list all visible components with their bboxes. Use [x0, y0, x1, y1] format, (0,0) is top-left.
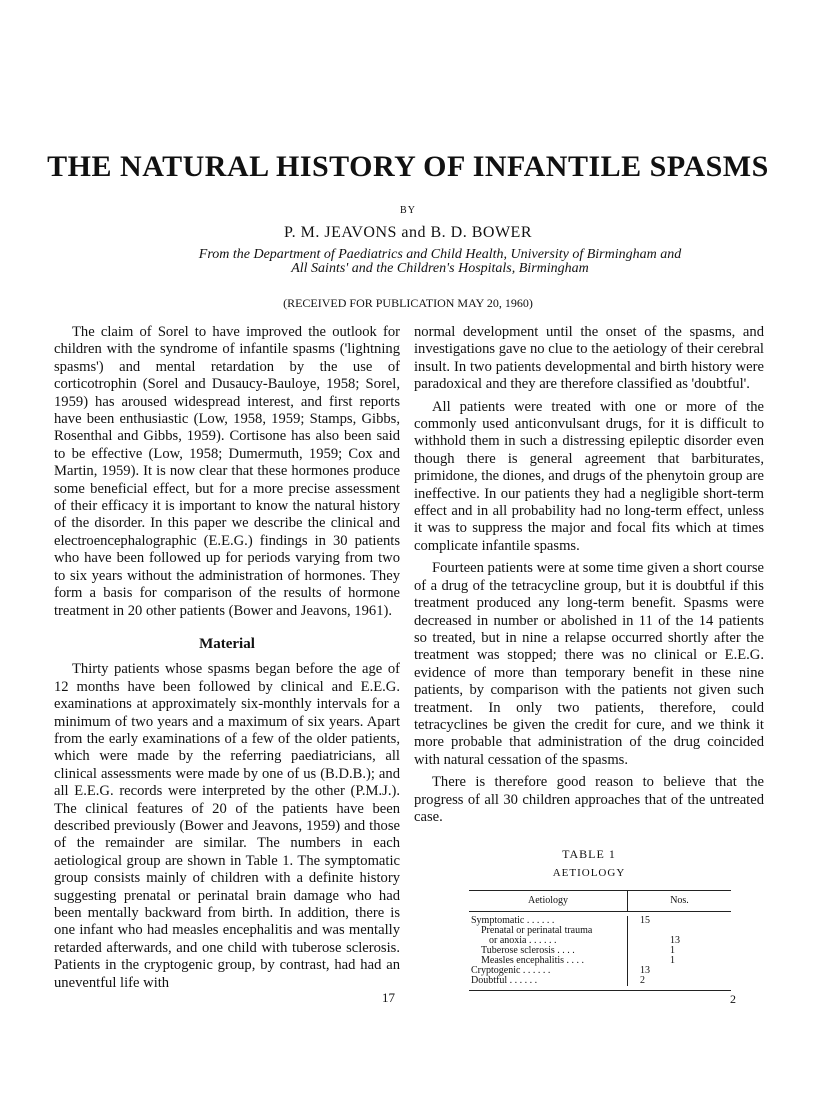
affiliation-line-1: From the Department of Paediatrics and Child Health, University of Birmingham and: [198, 247, 682, 262]
authors: P. M. JEAVONS and B. D. BOWER: [283, 224, 532, 241]
table-row: [469, 976, 731, 986]
affiliation-line-2: All Saints' and the Children's Hospitals, Birmingham: [291, 261, 589, 276]
left-column: [54, 324, 400, 992]
table-cell-value: 13: [627, 966, 731, 976]
table-cell-label: Tuberose sclerosis . . . .: [481, 945, 575, 957]
by-line: BY: [400, 205, 416, 216]
table-body: [469, 912, 731, 990]
paragraph-tetracycline: Fourteen patients were at some time given a short course of a drug of the tetracycline group, but it is doubtful if this treatment produced any long-term benefit. Spasms were decreased in number or abolished in 11 of the 14 patients so treated, but in nine a relapse occurred shortly after the treatment was stopped; there was no clinical or E.E.G. evidence of more than temporary benefit in these nine patients, by comparison with the patients not given such treatment. In only two patients, therefore, could tetracyclines be given the credit for cure, and we think it more probable that administration of the drug coincided with natural cessation of the spasms.: [414, 560, 764, 768]
table-cell-value: 1: [627, 946, 731, 956]
affiliation: [160, 248, 720, 276]
table-cell-label: or anoxia . . . . . .: [489, 935, 557, 947]
received-date: (RECEIVED FOR PUBLICATION MAY 20, 1960): [283, 296, 533, 310]
table-cell-label: Symptomatic . . . . . .: [471, 915, 555, 927]
paragraph-conclusion: There is therefore good reason to believe that the progress of all 30 children approaches that of the untreated case.: [414, 774, 764, 825]
table-cell-label: Doubtful . . . . . .: [471, 975, 538, 987]
article-title: THE NATURAL HISTORY OF INFANTILE SPASMS: [47, 150, 769, 183]
table-subtitle: AETIOLOGY: [552, 866, 626, 879]
paragraph-intro: The claim of Sorel to have improved the outlook for children with the syndrome of infantile spasms ('lightning spasms') and mental retardation by the use of corticotrophin (Sorel and Dusaucy-Bauloye, 1958; Sorel, 1959) has aroused widespread interest, and first reports have been enthusiastic (Low, 1958, 1959; Stamps, Gibbs, Rosenthal and Gibbs, 1959). Cortisone has also been said to be effective (Low, 1958; Dumermuth, 1959; Cox and Martin, 1959). It is now clear that these hormones produce some beneficial effect, but for a more precise assessment of their efficacy it is important to know the natural history of the disorder. In this paper we describe the clinical and electroencephalographic (E.E.G.) findings in 30 patients who have been followed up for periods varying from two to six years without the administration of hormones. They form a basis for comparison of the results of hormone treatment in 20 other patients (Bower and Jeavons, 1961).: [54, 324, 400, 619]
paragraph-anticonvulsants: All patients were treated with one or more of the commonly used anticonvulsant drugs, for it is difficult to withhold them in such a distressing epileptic disorder even though there is general agreement that barbiturates, primidone, the diones, and drugs of the phenytoin group are ineffective. In our patients they had a negligible short-term effect and in all probability had no long-term effect, unless it was to suppress the major and focal fits which at times complicate infantile spasms.: [414, 398, 764, 554]
paragraph-continued: normal development until the onset of the spasms, and investigations gave no clue to the aetiology of their cerebral insult. In two patients developmental and birth history were paradoxical and they are therefore classified as 'doubtful'.: [414, 324, 764, 393]
table-cell-value: 1: [627, 956, 731, 966]
paragraph-material: Thirty patients whose spasms began before the age of 12 months have been followed by clinical and E.E.G. examinations at approximately six-monthly intervals for a minimum of two years and a maximum of six years. Apart from the early examinations of a few of the older patients, which were made by the referring paediatricians, all clinical assessments were made by one of us (B.D.B.); and all E.E.G. records were interpreted by the other (P.M.J.). The clinical features of 20 of the patients have been described previously (Bower and Jeavons, 1959) and those of the remainder are similar. The numbers in each aetiological group are shown in Table 1. The symptomatic group consists mainly of children with a definite history suggesting prenatal or perinatal brain damage who had been mentally backward from birth. In addition, there is one infant who had measles encephalitis and was mentally retarded afterwards, and one child with tuberose sclerosis. Patients in the cryptogenic group, by contrast, had had an uneventful life with: [54, 661, 400, 991]
table-cell-value: 2: [627, 976, 731, 986]
table-header-aetiology: Aetiology: [469, 891, 628, 911]
table-cell-value: 13: [627, 936, 731, 946]
aetiology-table: [469, 890, 731, 991]
table-header-row: [469, 891, 731, 912]
table-cell-label: Prenatal or perinatal trauma: [481, 925, 593, 937]
table-header-nos: Nos.: [670, 895, 689, 907]
right-column: [414, 324, 764, 991]
journal-number: 2: [730, 992, 736, 1006]
section-heading-material: Material: [199, 635, 255, 652]
table-title: TABLE 1: [562, 847, 616, 862]
table-cell-label: Cryptogenic . . . . . .: [471, 965, 551, 977]
page-number: 17: [382, 990, 395, 1005]
table-cell-value: 15: [627, 916, 731, 926]
table-cell-label: Measles encephalitis . . . .: [481, 955, 585, 967]
